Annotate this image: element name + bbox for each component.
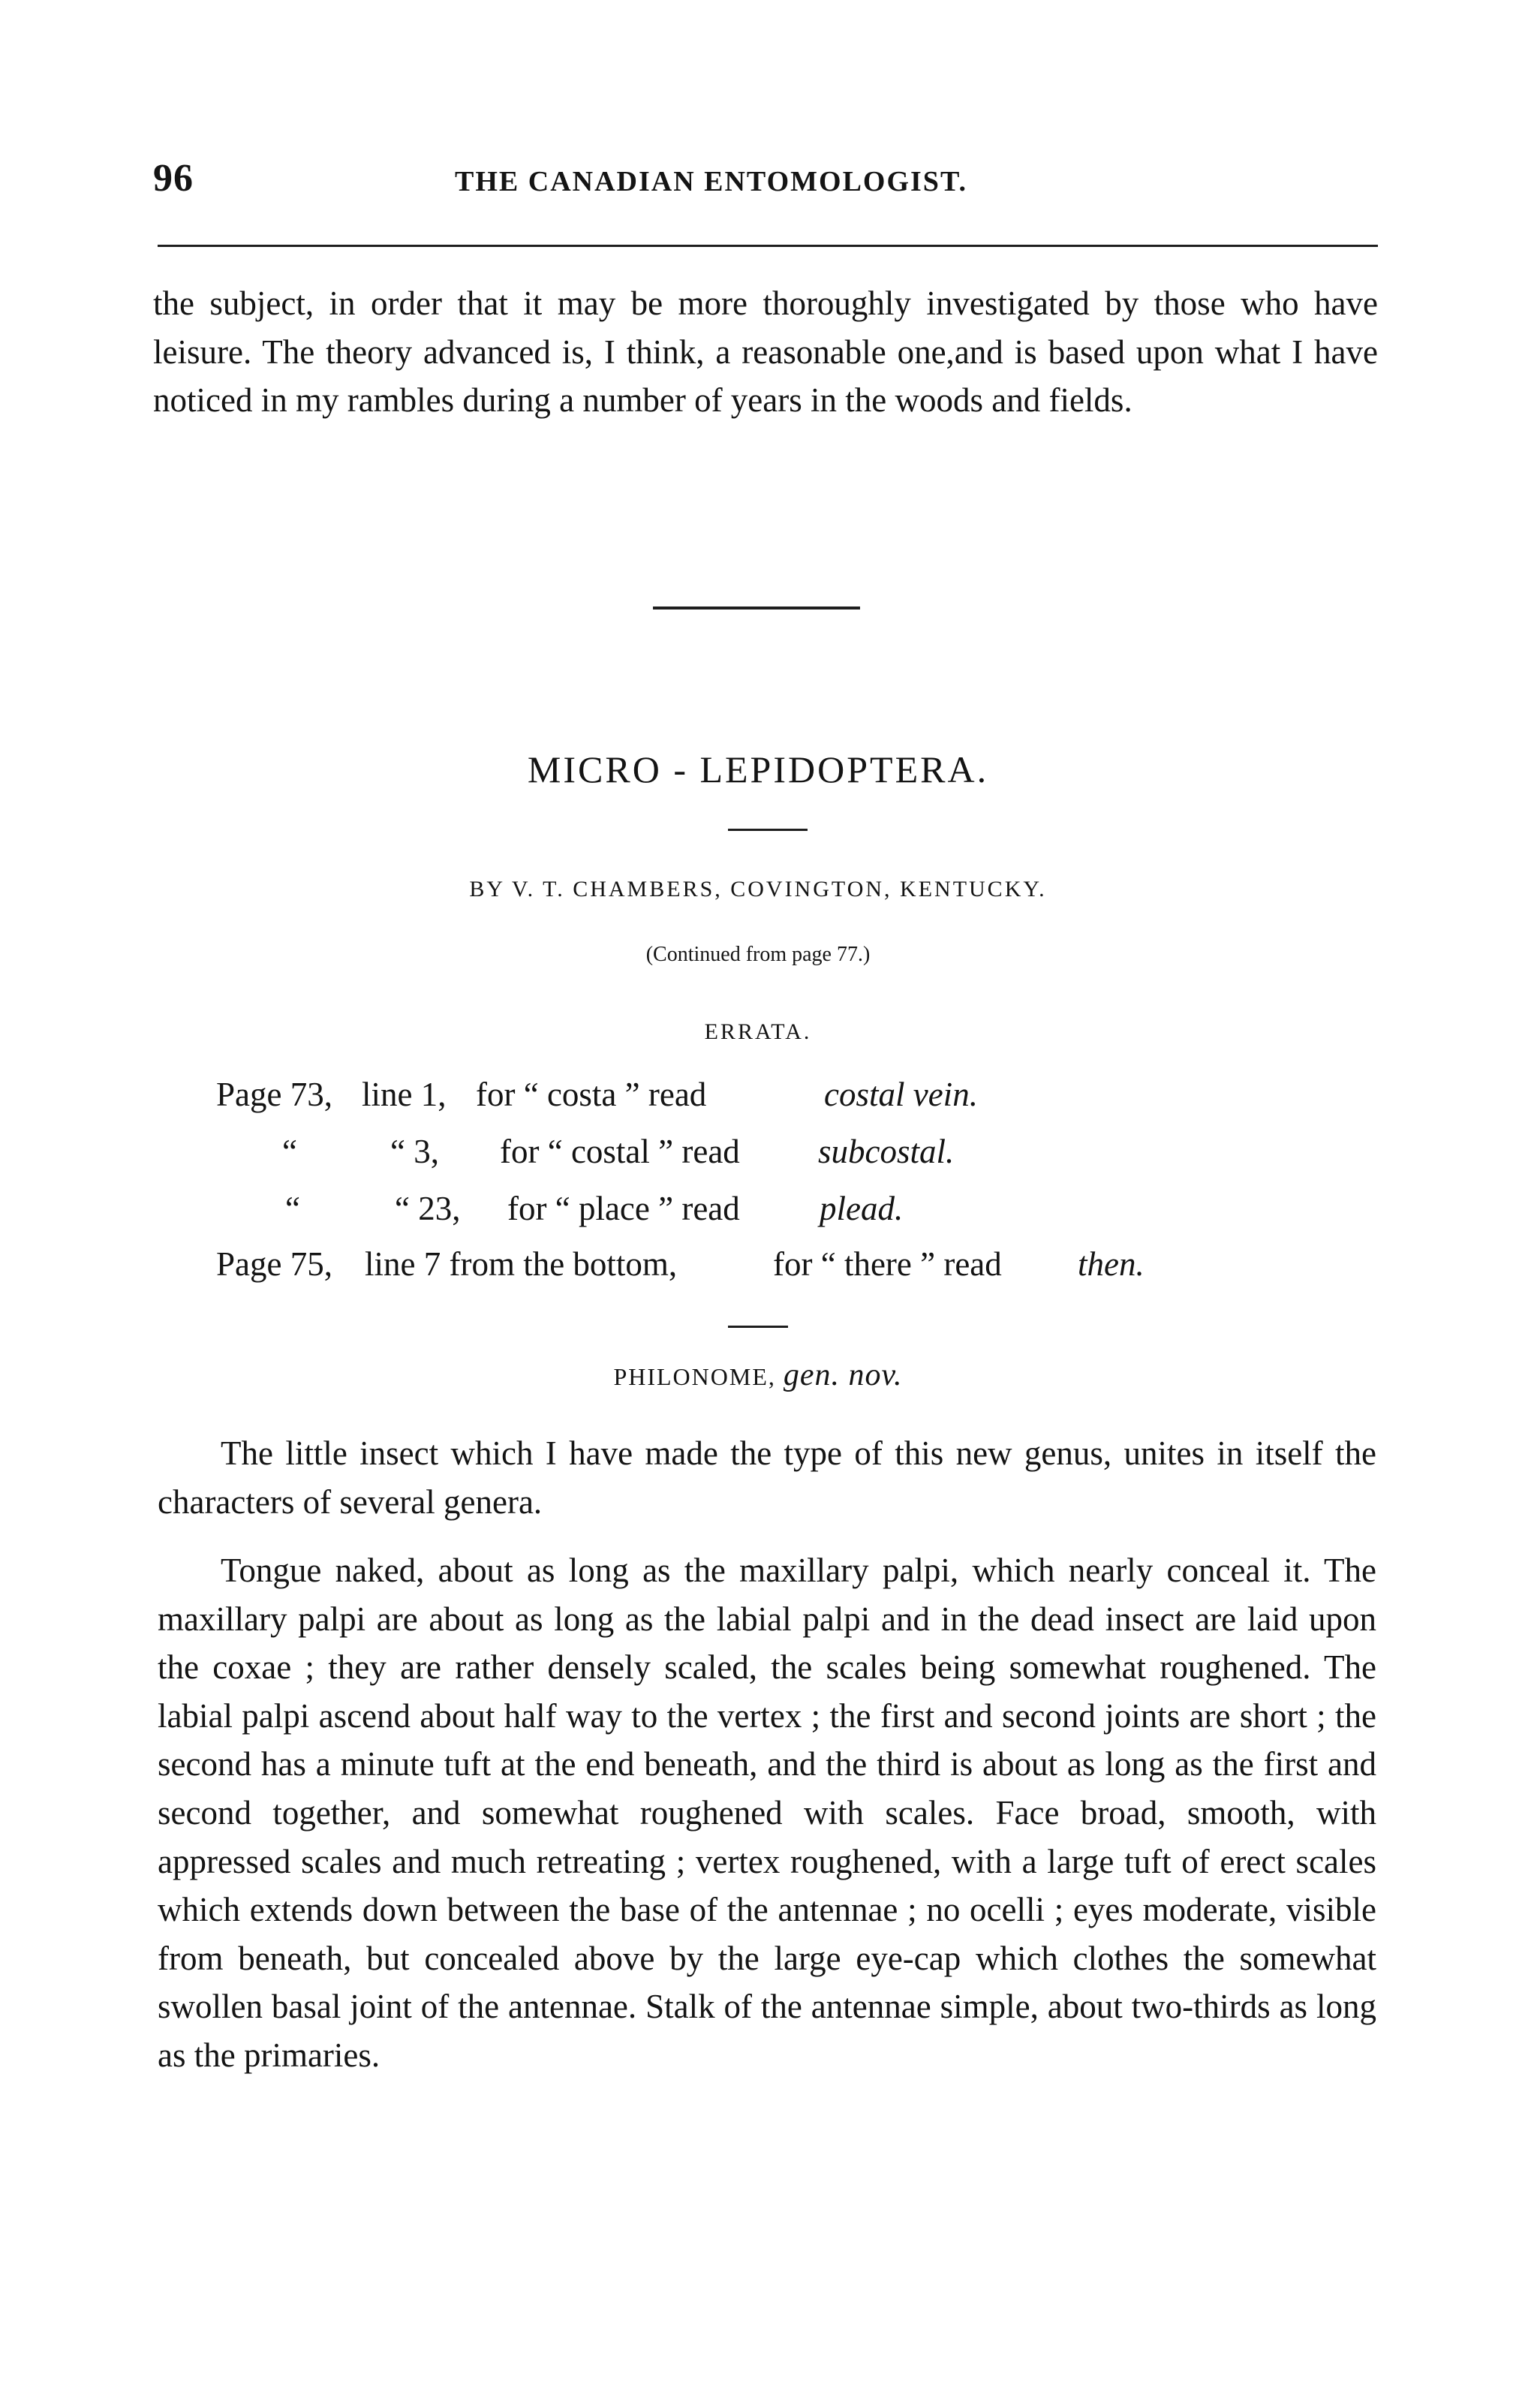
errata-page: “ (282, 1133, 297, 1170)
running-head (153, 156, 1384, 209)
errata-heading: ERRATA. (704, 1019, 812, 1044)
errata-correction: costal vein. (824, 1076, 978, 1113)
body-paragraph: The little insect which I have made the type of this new genus, unites in itself the characters of several genera. (158, 1434, 1376, 1521)
journal-title: THE CANADIAN ENTOMOLOGIST. (455, 166, 967, 197)
body-paragraph: Tongue naked, about as long as the maxillary palpi, which nearly conceal it. The maxillary palpi are about as long as the labial palpi and in the dead insect are laid upon the coxae ; they are rather densely scaled, the scales being somewhat roughened. The labial palpi ascend about half way to the vertex ; the first and second joints are short ; the second has a minute tuft at the end beneath, and the third is about as long as the first and second together, and somewhat roughened with scales. Face broad, smooth, with appressed scales and much retreating ; vertex roughened, with a large tuft of erect scales which extends down between the base of the antennae ; no ocelli ; eyes moderate, visible from beneath, but concealed above by the large eye-cap which clothes the somewhat swollen basal joint of the antennae. Stalk of the antennae simple, about two-thirds as long as the primaries. (158, 1552, 1376, 2074)
errata-page: “ (285, 1190, 300, 1227)
errata-for-text: for “ there ” read (773, 1245, 1002, 1283)
byline: BY V. T. CHAMBERS, COVINGTON, KENTUCKY. (469, 877, 1047, 901)
section-divider (653, 607, 860, 610)
errata-for-text: for “ costal ” read (500, 1133, 740, 1170)
errata-for-text: for “ place ” read (507, 1190, 740, 1227)
section-divider (728, 1326, 788, 1328)
section-heading (0, 1357, 1516, 1393)
genus-qualifier: gen. nov. (783, 1358, 903, 1392)
errata-line (0, 1075, 1516, 1120)
errata-line-ref: “ 23, (395, 1190, 461, 1227)
continued-note: (Continued from page 77.) (645, 943, 871, 966)
errata-correction: then. (1078, 1245, 1145, 1283)
genus-name: PHILONOME, (613, 1363, 776, 1390)
continued-paragraph: the subject, in order that it may be more thoroughly investigated by those who have leisure. The theory advanced is, I think, a reasonable one,and is based upon what I have noticed in my rambles during a number of years in the woods and fields. (153, 284, 1378, 420)
errata-line (0, 1189, 1516, 1234)
article-title: MICRO - LEPIDOPTERA. (527, 748, 989, 790)
page-number: 96 (153, 157, 194, 200)
errata-page: Page 73, (216, 1076, 332, 1113)
errata-page: Page 75, (216, 1245, 332, 1283)
title-divider (728, 829, 808, 831)
errata-line (0, 1245, 1516, 1290)
errata-for-text: for “ costa ” read (476, 1076, 707, 1113)
errata-line-ref: line 7 from the bottom, (365, 1245, 678, 1283)
errata-line-ref: line 1, (362, 1076, 447, 1113)
errata-line (0, 1132, 1516, 1177)
errata-correction: plead. (820, 1190, 904, 1227)
header-rule (158, 245, 1378, 247)
errata-correction: subcostal. (818, 1133, 955, 1170)
errata-line-ref: “ 3, (390, 1133, 439, 1170)
